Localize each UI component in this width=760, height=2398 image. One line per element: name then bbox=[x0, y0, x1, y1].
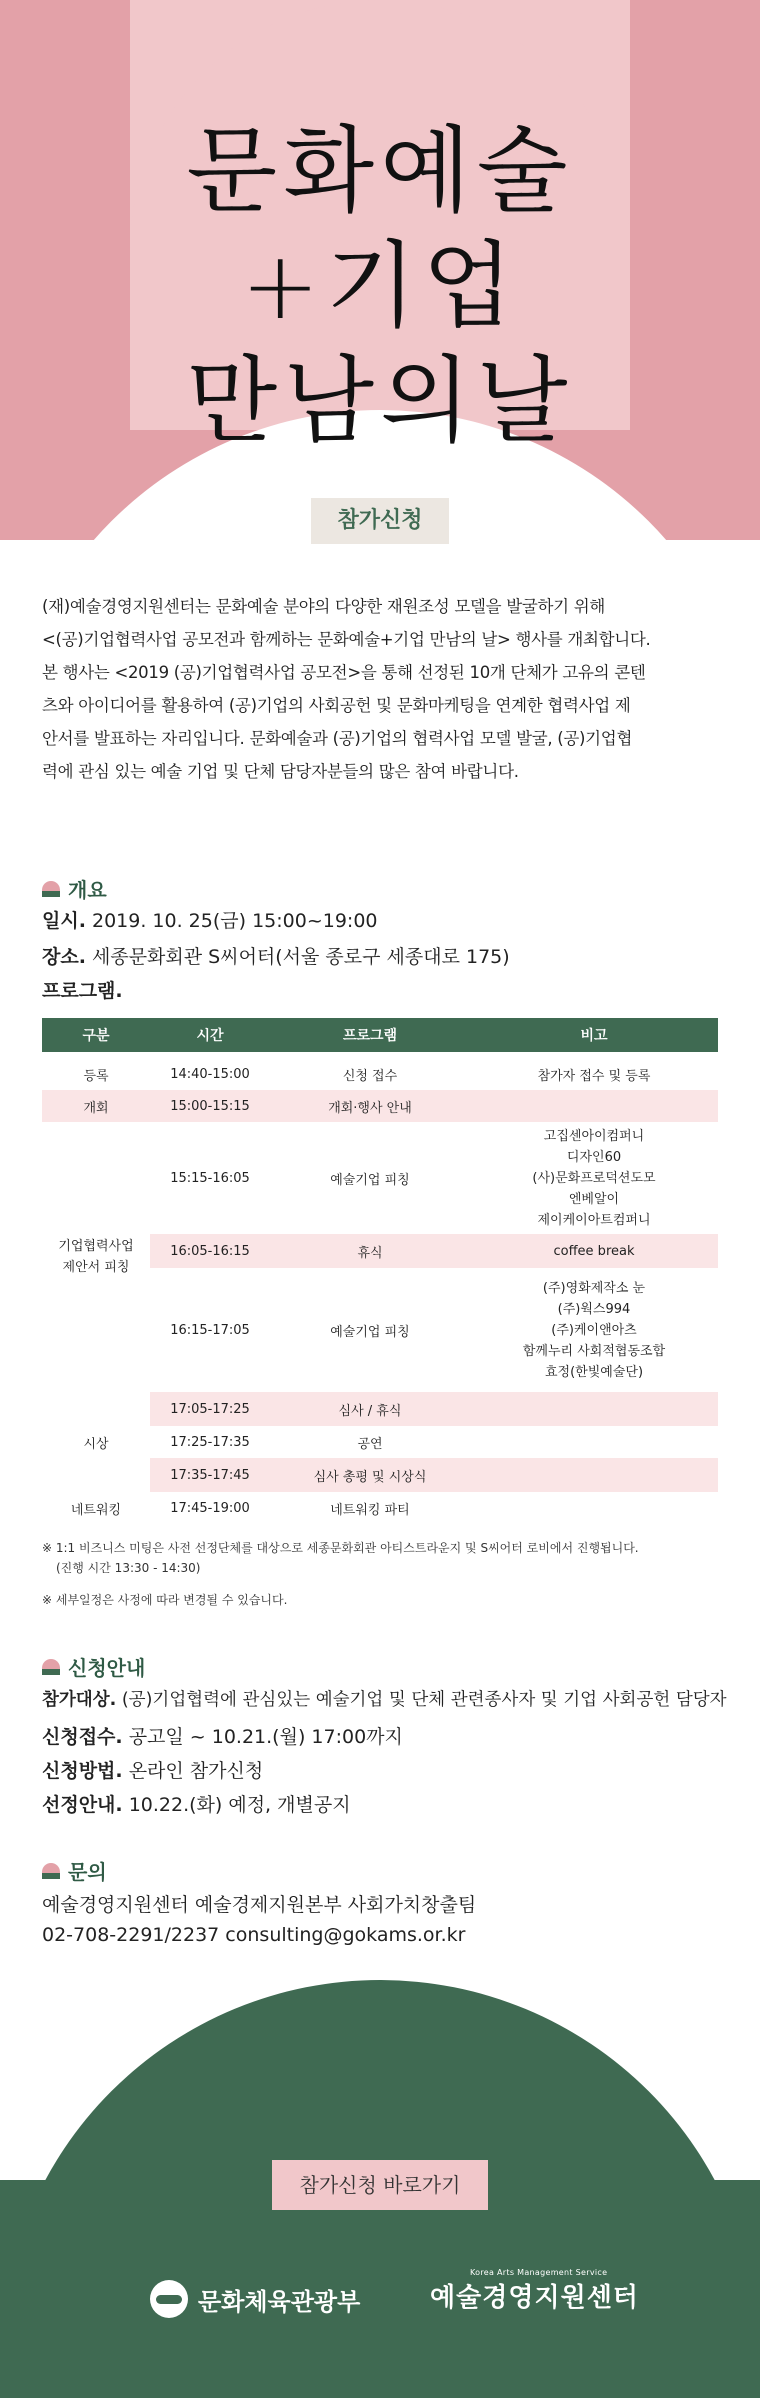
note-item: 제이케이아트컴퍼니 bbox=[537, 1212, 651, 1228]
table-row bbox=[42, 1058, 718, 1090]
period-value: 공고일 ~ 10.21.(월) 17:00까지 bbox=[128, 1726, 403, 1748]
note-schedule: ※ 세부일정은 사정에 따라 변경될 수 있습니다. bbox=[42, 1593, 288, 1607]
note-text: (진행 시간 13:30 - 14:30) bbox=[56, 1561, 201, 1575]
intro-text bbox=[42, 590, 722, 788]
table-row bbox=[42, 1122, 718, 1234]
result-line bbox=[42, 1790, 351, 1817]
header-cell: 시간 bbox=[196, 1028, 224, 1044]
note-item: 효정(한빛예술단) bbox=[544, 1364, 644, 1380]
period-line bbox=[42, 1722, 403, 1749]
date-value: 2019. 10. 25(금) 15:00~19:00 bbox=[91, 910, 378, 932]
overview-heading-text: 개요 bbox=[68, 878, 107, 902]
table-cell: 공연 bbox=[357, 1436, 383, 1452]
table-cell bbox=[470, 1122, 718, 1234]
program-label: 프로그램. bbox=[42, 980, 123, 1002]
group-label: 시상 bbox=[83, 1436, 109, 1452]
result-value: 10.22.(화) 예정, 개별공지 bbox=[128, 1794, 351, 1816]
note-item: (주)영화제작소 눈 bbox=[542, 1280, 646, 1296]
target-label: 참가대상. bbox=[42, 1690, 117, 1710]
date-line bbox=[42, 906, 378, 933]
table-cell: 예술기업 피칭 bbox=[330, 1172, 410, 1188]
table-cell: 휴식 bbox=[357, 1245, 383, 1261]
table-cell: 17:45-19:00 bbox=[170, 1500, 250, 1516]
period-label: 신청접수. bbox=[42, 1726, 123, 1748]
date-label: 일시. bbox=[42, 910, 86, 932]
contact-heading-text: 문의 bbox=[68, 1860, 107, 1884]
table-cell: 14:40-15:00 bbox=[170, 1066, 250, 1082]
contact-info: 02-708-2291/2237 consulting@gokams.or.kr bbox=[42, 1924, 466, 1946]
method-value: 온라인 참가신청 bbox=[128, 1760, 264, 1782]
note-text: ※ 1:1 비즈니스 미팅은 사전 선정단체를 대상으로 세종문화회관 아티스트라운지 및 S씨어터 로비에서 진행됩니다. bbox=[42, 1541, 639, 1555]
table-cell: 15:00-15:15 bbox=[170, 1098, 250, 1114]
table-cell: coffee break bbox=[553, 1243, 635, 1259]
group-label-line: 기업협력사업 bbox=[58, 1239, 134, 1254]
intro-line: 츠와 아이디어를 활용하여 (공)기업의 사회공헌 및 문화마케팅을 연계한 협력사업 제 bbox=[42, 696, 631, 715]
target-value: (공)기업협력에 관심있는 예술기업 및 단체 관련종사자 및 기업 사회공헌 담당자 bbox=[121, 1690, 727, 1710]
table-cell: 예술기업 피칭 bbox=[330, 1324, 410, 1340]
method-line bbox=[42, 1756, 263, 1783]
hero-banner bbox=[0, 0, 760, 540]
place-label: 장소. bbox=[42, 946, 86, 968]
arch-icon bbox=[42, 1863, 60, 1879]
note-item: (주)케이앤아츠 bbox=[551, 1322, 637, 1338]
kams-logo bbox=[430, 2268, 639, 2314]
table-row bbox=[42, 1234, 718, 1268]
table-cell: 개회 bbox=[83, 1100, 109, 1116]
hero-title-line1: 문화예술 bbox=[186, 117, 574, 226]
mcst-emblem-icon bbox=[150, 2280, 188, 2318]
place-line bbox=[42, 942, 510, 969]
apply-heading-text: 신청안내 bbox=[68, 1656, 146, 1680]
apply-heading bbox=[42, 1652, 145, 1681]
table-cell: 심사 / 휴식 bbox=[338, 1403, 402, 1419]
table-cell: 16:15-17:05 bbox=[170, 1322, 250, 1338]
apply-badge: 참가신청 bbox=[311, 498, 449, 544]
arch-icon bbox=[42, 1659, 60, 1675]
place-value: 세종문화회관 S씨어터(서울 종로구 세종대로 175) bbox=[91, 946, 510, 968]
contact-org: 예술경영지원센터 예술경제지원본부 사회가치창출팀 bbox=[42, 1894, 477, 1916]
table-cell: 개회·행사 안내 bbox=[328, 1100, 412, 1116]
table-cell: 17:05-17:25 bbox=[170, 1401, 250, 1417]
header-cell: 프로그램 bbox=[342, 1028, 398, 1044]
table-cell bbox=[470, 1268, 718, 1392]
table-cell: 네트워킹 파티 bbox=[330, 1502, 410, 1518]
hero-title-line2: +기업 bbox=[240, 232, 520, 341]
program-line bbox=[42, 976, 123, 1003]
intro-line: 본 행사는 <2019 (공)기업협력사업 공모전>을 통해 선정된 10개 단체가 고유의 콘텐 bbox=[42, 663, 646, 682]
intro-line: <(공)기업협력사업 공모전과 함께하는 문화예술+기업 만남의 날> 행사를 개최합니다. bbox=[42, 630, 651, 649]
table-row bbox=[42, 1268, 718, 1392]
result-label: 선정안내. bbox=[42, 1794, 123, 1816]
group-label-line: 제안서 피칭 bbox=[62, 1260, 130, 1275]
table-row bbox=[42, 1392, 718, 1426]
footer-base bbox=[0, 2180, 760, 2398]
note-item: 엔베알이 bbox=[568, 1191, 620, 1207]
table-cell: 16:05-16:15 bbox=[170, 1243, 250, 1259]
intro-line: (재)예술경영지원센터는 문화예술 분야의 다양한 재원조성 모델을 발굴하기 위해 bbox=[42, 597, 605, 616]
note-item: (주)웍스994 bbox=[557, 1301, 631, 1317]
table-row bbox=[42, 1090, 718, 1122]
kams-logo-subtext: Korea Arts Management Service bbox=[470, 2268, 608, 2277]
apply-link-button[interactable]: 참가신청 바로가기 bbox=[272, 2160, 488, 2210]
table-cell: 15:15-16:05 bbox=[170, 1170, 250, 1186]
note-item: 고집센아이컴퍼니 bbox=[543, 1128, 645, 1144]
mcst-logo bbox=[150, 2280, 360, 2318]
table-cell: 네트워킹 bbox=[70, 1502, 122, 1518]
table-cell: 참가자 접수 및 등록 bbox=[537, 1068, 651, 1084]
arch-icon bbox=[42, 881, 60, 897]
overview-heading bbox=[42, 874, 107, 903]
header-cell: 구분 bbox=[82, 1028, 110, 1044]
table-row bbox=[42, 1426, 718, 1458]
contact-heading bbox=[42, 1856, 107, 1885]
target-line bbox=[42, 1686, 727, 1711]
table-cell: 17:25-17:35 bbox=[170, 1434, 250, 1450]
header-cell: 비고 bbox=[580, 1028, 608, 1044]
intro-line: 안서를 발표하는 자리입니다. 문화예술과 (공)기업의 협력사업 모델 발굴, (공)기업협 bbox=[42, 729, 633, 748]
kams-logo-text: 예술경영지원센터 bbox=[430, 2283, 639, 2313]
table-header bbox=[42, 1018, 718, 1052]
table-cell: 신청 접수 bbox=[342, 1068, 398, 1084]
note-item: 디자인60 bbox=[566, 1149, 622, 1165]
table-cell: 17:35-17:45 bbox=[170, 1467, 250, 1483]
method-label: 신청방법. bbox=[42, 1760, 123, 1782]
note-meeting bbox=[42, 1538, 732, 1578]
intro-line: 력에 관심 있는 예술 기업 및 단체 담당자분들의 많은 참여 바랍니다. bbox=[42, 762, 519, 781]
note-item: (사)문화프로덕션도모 bbox=[532, 1170, 656, 1186]
note-item: 함께누리 사회적협동조합 bbox=[522, 1343, 666, 1359]
table-cell: 심사 총평 및 시상식 bbox=[313, 1469, 427, 1485]
hero-title-line3: 만남의날 bbox=[186, 347, 574, 456]
table-cell bbox=[470, 1090, 718, 1122]
table-cell: 등록 bbox=[83, 1068, 109, 1084]
mcst-logo-text: 문화체육관광부 bbox=[198, 2287, 361, 2316]
table-row bbox=[42, 1458, 718, 1492]
table-row bbox=[42, 1492, 718, 1524]
